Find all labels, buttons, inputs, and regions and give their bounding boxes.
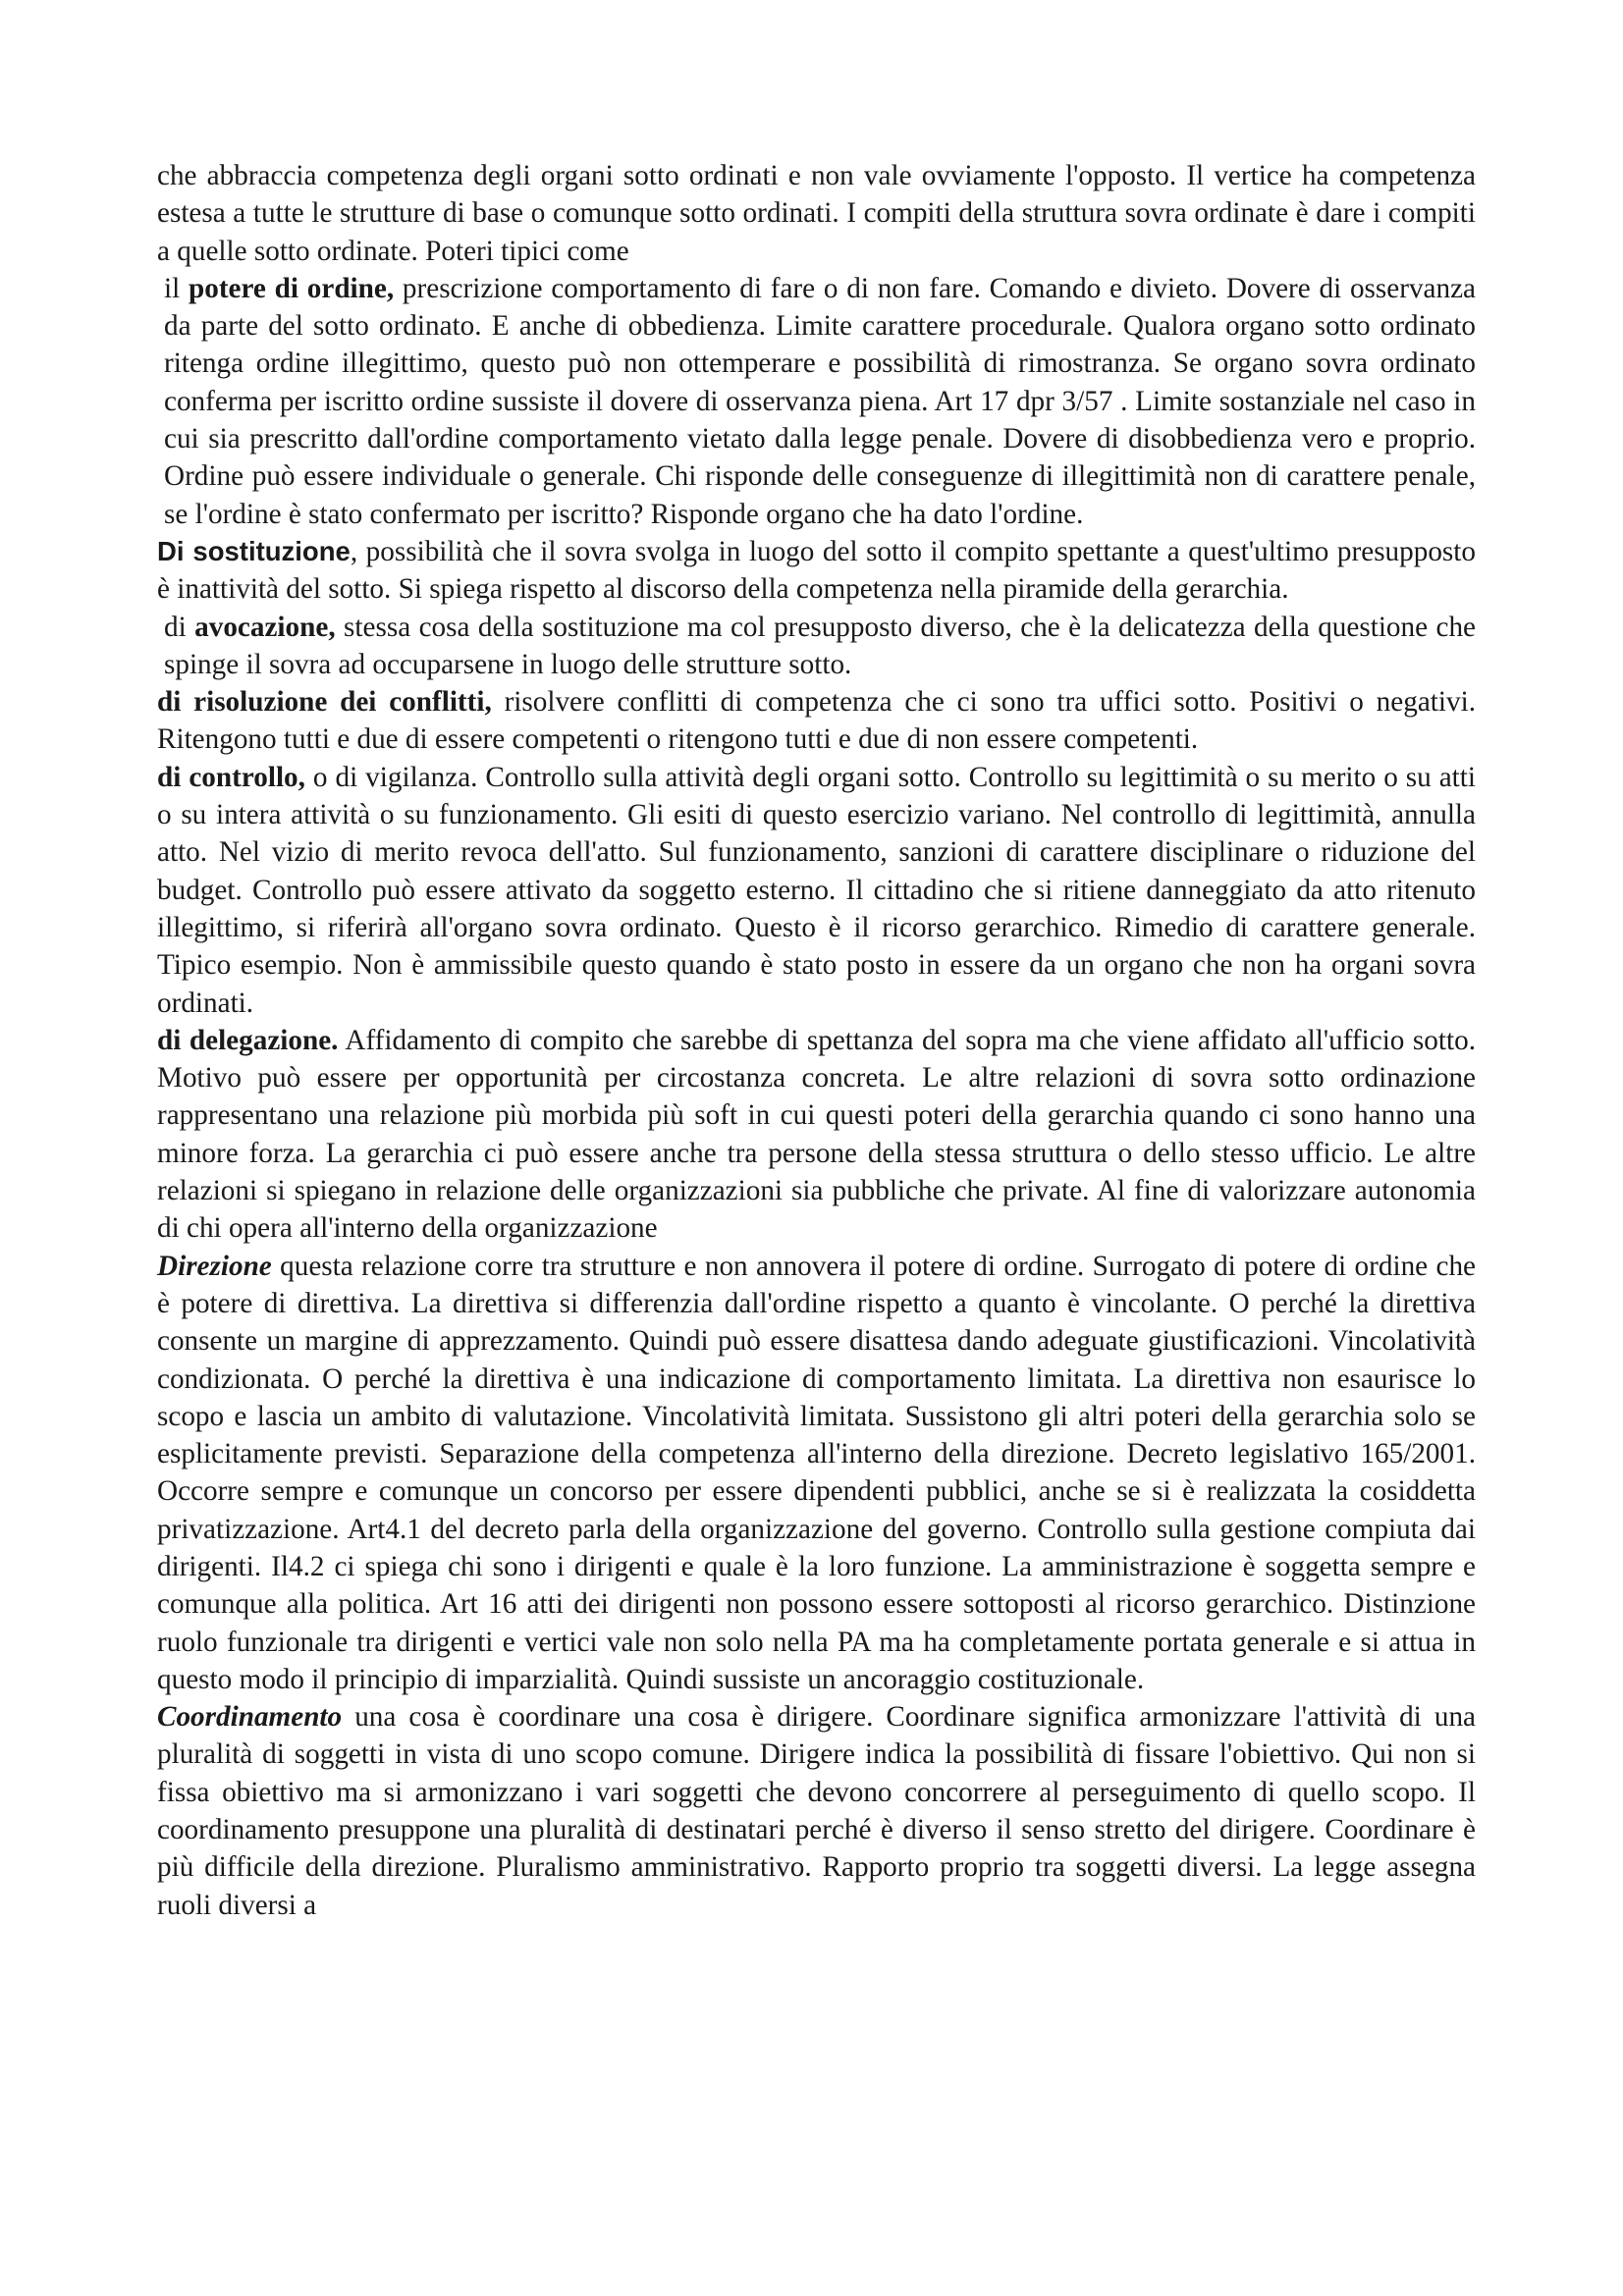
paragraph-delegazione: di delegazione. Affidamento di compito che sarebbe di spettanza del sopra ma che viene affidato all'ufficio sotto. Motivo può essere per opportunità per circostanza concreta. Le altre relazioni di sovra sotto ordinazione rappresentano una relazione più morbida più soft in cui questi poteri della gerarchia quando ci sono hanno una minore forza. La gerarchia ci può essere anche tra persone della stessa struttura o dello stesso ufficio. Le altre relazioni si spiegano in relazione delle organizzazioni sia pubbliche che private. Al fine di valorizzare autonomia di chi opera all'interno della organizzazione <box>157 1024 1476 1245</box>
term-delegazione: di delegazione. <box>157 1024 339 1056</box>
paragraph-controllo: di controllo, o di vigilanza. Controllo sulla attività degli organi sotto. Controllo su legittimità o su merito o su atti o su intera attività o su funzionamento. Gli esiti di questo esercizio variano. Nel controllo di legittimità, annulla atto. Nel vizio di merito revoca dell'atto. Sul funzionamento, sanzioni di carattere disciplinare o riduzione del budget. Controllo può essere attivato da soggetto esterno. Il cittadino che si ritiene danneggiato da atto ritenuto illegittimo, si riferirà all'organo sovra ordinato. Questo è il ricorso gerarchico. Rimedio di carattere generale. Tipico esempio. Non è ammissibile questo quando è stato posto in essere da un organo che non ha organi sovra ordinati. <box>157 761 1476 1019</box>
paragraph-avocazione: di avocazione, stessa cosa della sostituzione ma col presupposto diverso, che è la delicatezza della questione che spinge il sovra ad occuparsene in luogo delle strutture sotto. <box>164 611 1477 680</box>
paragraph-coordinamento: Coordinamento una cosa è coordinare una cosa è dirigere. Coordinare significa armonizzare l'attività di una pluralità di soggetti in vista di uno scopo comune. Dirigere indica la possibilità di fissare l'obiettivo. Qui non si fissa obiettivo ma si armonizzano i vari soggetti che devono concorrere al perseguimento di quello scopo. Il coordinamento presuppone una pluralità di destinatari perché è diverso il senso stretto del dirigere. Coordinare è più difficile della direzione. Pluralismo amministrativo. Rapporto proprio tra soggetti diversi. La legge assegna ruoli diversi a <box>157 1701 1476 1921</box>
document-page <box>157 157 1476 1924</box>
term-direzione: Direzione <box>157 1250 272 1282</box>
paragraph-risoluzione-conflitti: di risoluzione dei conflitti, risolvere conflitti di competenza che ci sono tra uffici sotto. Positivi o negativi. Ritengono tutti e due di essere competenti o ritengono tutti e due di non essere competenti. <box>157 686 1476 756</box>
term-sostituzione: Di sostituzione <box>157 535 351 566</box>
term-potere-di-ordine: potere di ordine, <box>189 272 395 304</box>
paragraph-direzione: Direzione questa relazione corre tra strutture e non annovera il potere di ordine. Surrogato di potere di ordine che è potere di direttiva. La direttiva si differenzia dall'ordine rispetto a quanto è vincolante. O perché la direttiva consente un margine di apprezzamento. Quindi può essere disattesa dando adeguate giustificazioni. Vincolatività condizionata. O perché la direttiva è una indicazione di comportamento limitata. La direttiva non esaurisce lo scopo e lascia un ambito di valutazione. Vincolatività limitata. Sussistono gli altri poteri della gerarchia solo se esplicitamente previsti. Separazione della competenza all'interno della direzione. Decreto legislativo 165/2001. Occorre sempre e comunque un concorso per essere dipendenti pubblici, anche se si è realizzata la cosiddetta privatizzazione. Art4.1 del decreto parla della organizzazione del governo. Controllo sulla gestione compiuta dai dirigenti. Il4.2 ci spiega chi sono i dirigenti e quale è la loro funzione. La amministrazione è soggetta sempre e comunque alla politica. Art 16 atti dei dirigenti non possono essere sottoposti al ricorso gerarchico. Distinzione ruolo funzionale tra dirigenti e vertici vale non solo nella PA ma ha completamente portata generale e si attua in questo modo il principio di imparzialità. Quindi sussiste un ancoraggio costituzionale. <box>157 1250 1476 1695</box>
term-coordinamento: Coordinamento <box>157 1701 343 1734</box>
term-avocazione: avocazione, <box>194 611 336 643</box>
term-controllo: di controllo, <box>157 761 305 793</box>
paragraph-intro: che abbraccia competenza degli organi sotto ordinati e non vale ovviamente l'opposto. Il vertice ha competenza estesa a tutte le strutture di base o comunque sotto ordinati. I compiti della struttura sovra ordinate è dare i compiti a quelle sotto ordinate. Poteri tipici come <box>157 160 1476 267</box>
paragraph-potere-di-ordine: il potere di ordine, prescrizione comportamento di fare o di non fare. Comando e divieto. Dovere di osservanza da parte del sotto ordinato. E anche di obbedienza. Limite carattere procedurale. Qualora organo sotto ordinato ritenga ordine illegittimo, questo può non ottemperare e possibilità di rimostranza. Se organo sovra ordinato conferma per iscritto ordine sussiste il dovere di osservanza piena. Art 17 dpr 3/57 . Limite sostanziale nel caso in cui sia prescritto dall'ordine comportamento vietato dalla legge penale. Dovere di disobbedienza vero e proprio. Ordine può essere individuale o generale. Chi risponde delle conseguenze di illegittimità non di carattere penale, se l'ordine è stato confermato per iscritto? Risponde organo che ha dato l'ordine. <box>164 272 1476 530</box>
term-risoluzione-conflitti: di risoluzione dei conflitti, <box>157 686 492 719</box>
paragraph-sostituzione: Di sostituzione, possibilità che il sovra svolga in luogo del sotto il compito spettante a quest'ultimo presupposto è inattività del sotto. Si spiega rispetto al discorso della competenza nella piramide della gerarchia. <box>157 535 1476 606</box>
